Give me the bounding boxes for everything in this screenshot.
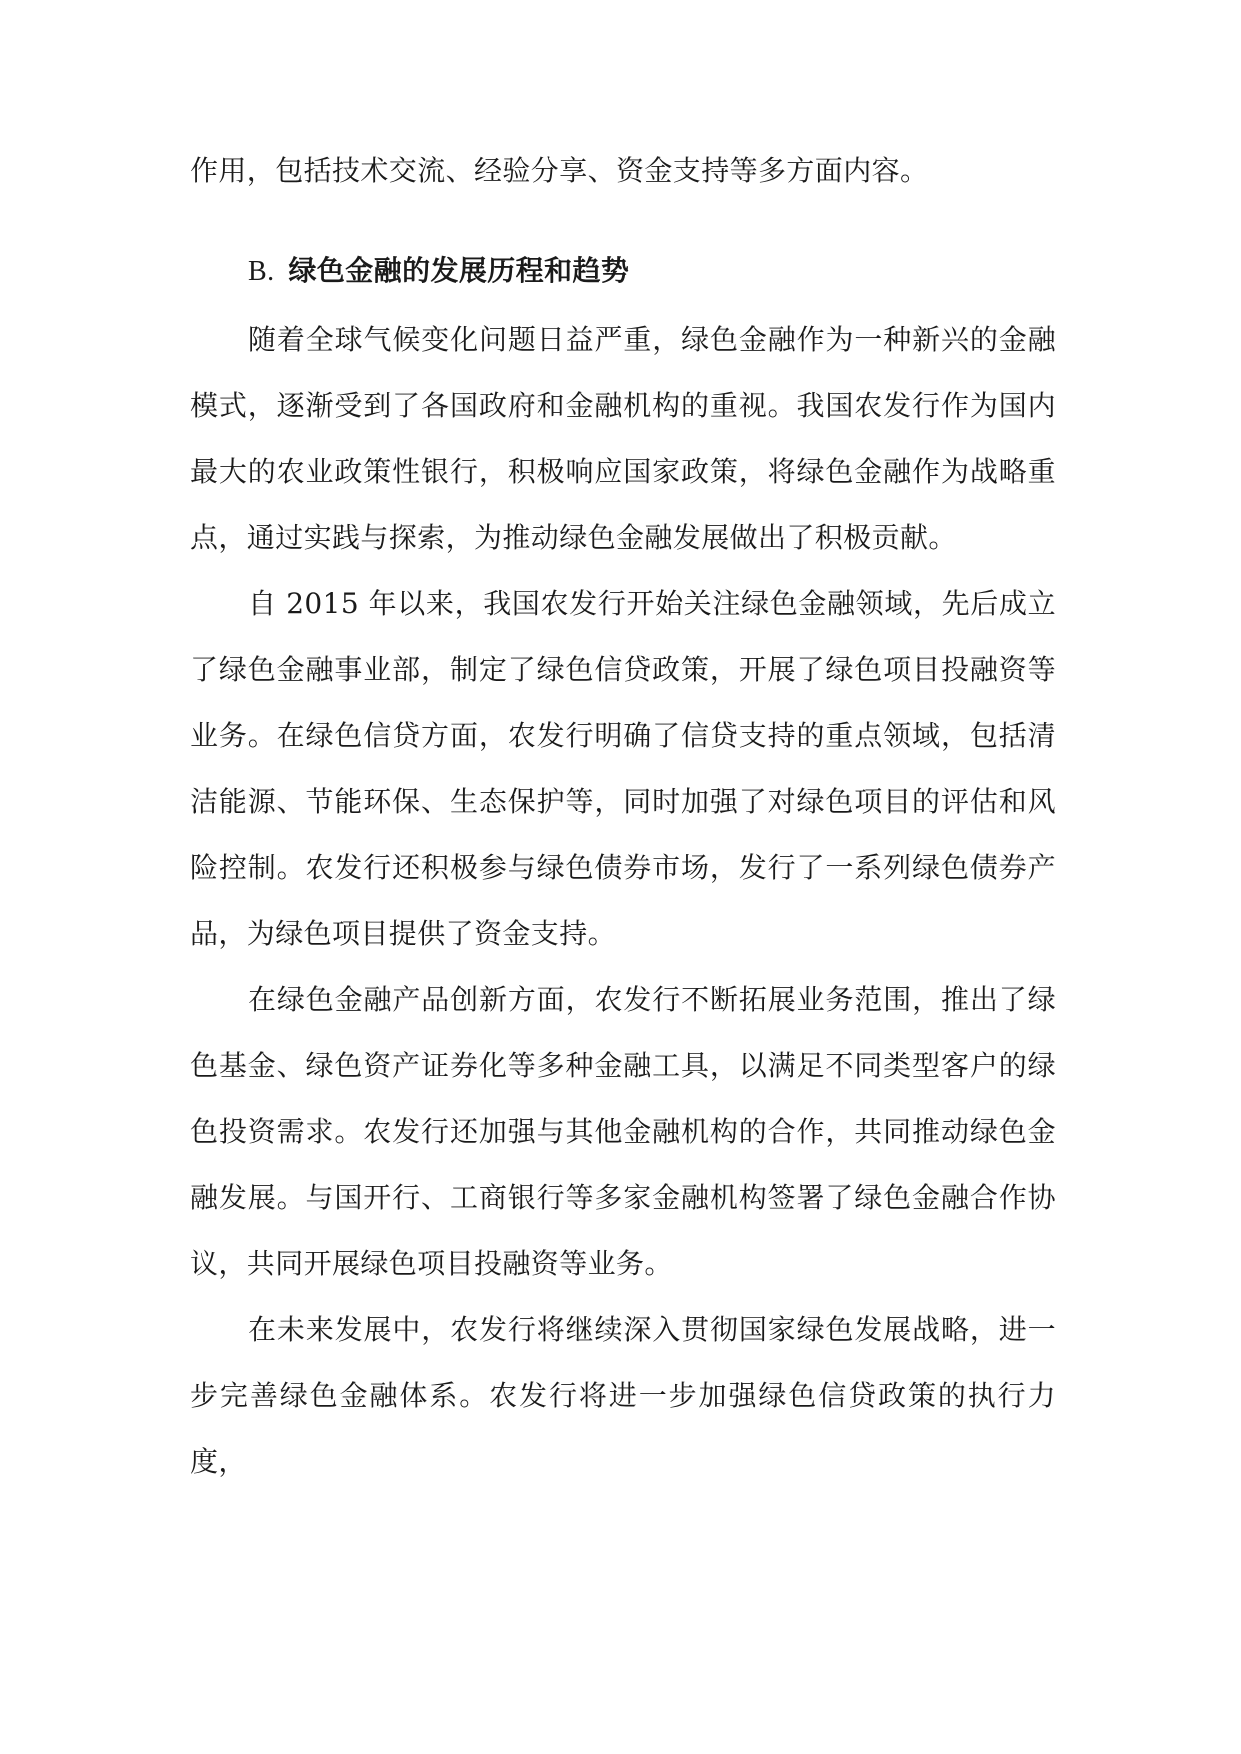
paragraph-3: 在绿色金融产品创新方面，农发行不断拓展业务范围，推出了绿色基金、绿色资产证券化等多种金融工具，以满足不同类型客户的绿色投资需求。农发行还加强与其他金融机构的合作，共同推动绿色金融发展。与国开行、工商银行等多家金融机构签署了绿色金融合作协议，共同开展绿色项目投融资等业务。 (190, 983, 1056, 1280)
lead-paragraph: 作用，包括技术交流、经验分享、资金支持等多方面内容。 (190, 154, 929, 187)
section-heading (190, 204, 1056, 307)
paragraph-4: 在未来发展中，农发行将继续深入贯彻国家绿色发展战略，进一步完善绿色金融体系。农发行将进一步加强绿色信贷政策的执行力度， (190, 1313, 1056, 1478)
paragraph-2: 自 2015 年以来，我国农发行开始关注绿色金融领域，先后成立了绿色金融事业部，制定了绿色信贷政策，开展了绿色项目投融资等业务。在绿色信贷方面，农发行明确了信贷支持的重点领域，包括清洁能源、节能环保、生态保护等，同时加强了对绿色项目的评估和风险控制。农发行还积极参与绿色债券市场，发行了一系列绿色债券产品，为绿色项目提供了资金支持。 (190, 587, 1056, 950)
section-label: B. (248, 256, 275, 287)
paragraph-1: 随着全球气候变化问题日益严重，绿色金融作为一种新兴的金融模式，逐渐受到了各国政府和金融机构的重视。我国农发行作为国内最大的农业政策性银行，积极响应国家政策，将绿色金融作为战略重点，通过实践与探索，为推动绿色金融发展做出了积极贡献。 (190, 323, 1056, 554)
document-body (190, 138, 1056, 1495)
section-title: 绿色金融的发展历程和趋势 (288, 254, 630, 287)
